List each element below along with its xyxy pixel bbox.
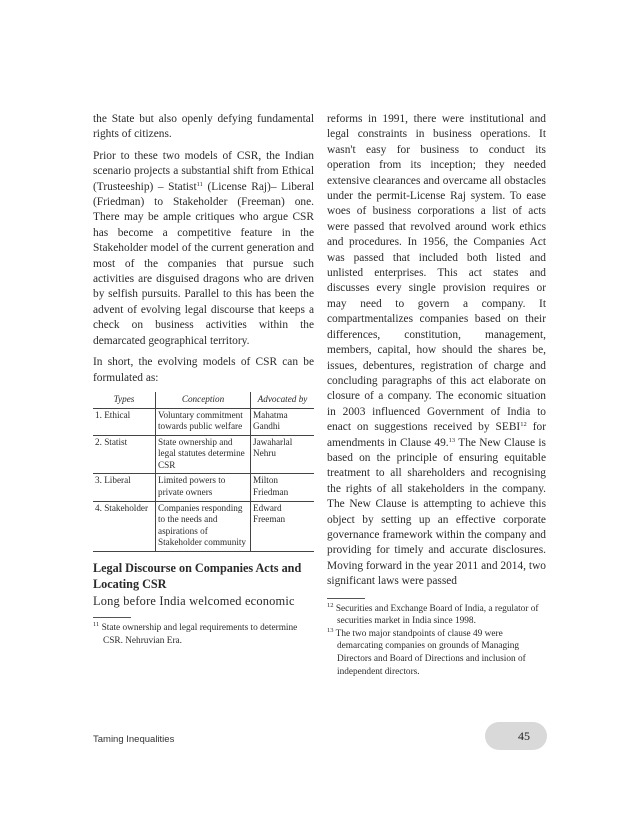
left-column bbox=[93, 112, 314, 648]
footnote-12: $^{12}$ Securities and Exchange Board of India, a regulator of securities market in India since 1998. bbox=[327, 601, 539, 627]
section-heading: Legal Discourse on Companies Acts and Locating CSR bbox=[93, 561, 302, 592]
table-header: Conception bbox=[156, 392, 251, 408]
table-row bbox=[93, 501, 314, 551]
table-row bbox=[93, 474, 314, 501]
table-cell: Edward Freeman bbox=[251, 501, 315, 551]
footnote-11: $^{11}$ State ownership and legal requirements to determine CSR. Nehruvian Era. bbox=[93, 621, 298, 647]
table-cell: Companies responding to the needs and aspirations of Stakeholder community bbox=[156, 501, 251, 551]
table-cell: 1. Ethical bbox=[93, 408, 156, 435]
left-paragraph-2: Prior to these two models of CSR, the Indian scenario projects a substantial shift from Ethical (Trusteeship) – Statist$^{11}$ (License Raj)– Liberal (Friedman) to Stakeholder (Freeman) one. There may be ample critiques who argue CSR has become a competitive feature in the Stakeholder model of the current generation and most of the companies that pursue such activities are disguised dragons who are driven by selfish pursuits. Parallel to this has been the advent of evolving legal discourse that keeps a check on business activities within the demarcated geographical territory. bbox=[93, 149, 315, 347]
table-cell: Voluntary commitment towards public welfare bbox=[156, 408, 251, 435]
table-cell: Jawaharlal Nehru bbox=[251, 435, 315, 474]
table-header: Advocated by bbox=[251, 392, 315, 408]
table-header-row bbox=[93, 392, 314, 408]
table-cell: Milton Friedman bbox=[251, 474, 315, 501]
right-paragraph-1: reforms in 1991, there were institutional and legal constraints in business operations. It wasn't easy for business to conduct its operation from its inception; they needed extensive clearances and overcame all obstacles under the permit-License Raj system. To ease woes of business corporations a list of acts were passed that revolved around work ethics and procedures. In 1956, the Companies Act was passed that included both listed and unlisted enterprises. This act states and discusses every single provision requires or may need to govern a company. It compartmentalizes companies based on their differences, constitution, management, members, capital, how should the shares be, issues, debentures, registration of charge and concluding paragraphs of this act elaborate on closure of a company. The economic situation in 2003 influenced Government of India to enact on suggestions received by SEBI$^{12}$ for amendments in Clause 49.13 The New Clause is based on the principle of ensuring equitable treatment to all shareholders and recognising the rights of all stakeholders in the company. The New Clause is attempting to achieve this object by setting up an effective corporate governance framework within the company and providing for timely and accurate disclosures. Moving forward in the year 2011 and 2014, two significant laws were passed bbox=[327, 113, 546, 588]
footer-book-title: Taming Inequalities bbox=[93, 734, 175, 745]
footnote-divider bbox=[327, 598, 365, 599]
right-column bbox=[327, 112, 546, 678]
footnote-ref-11: 11 bbox=[196, 180, 203, 188]
footnote-divider bbox=[93, 617, 131, 618]
footnote-ref-12: 12 bbox=[520, 421, 527, 429]
table-row bbox=[93, 408, 314, 435]
table-header: Types bbox=[93, 392, 156, 408]
left-paragraph-1: the State but also openly defying fundamental rights of citizens. bbox=[93, 113, 314, 141]
page-number: 45 bbox=[518, 729, 530, 743]
csr-models-table bbox=[93, 392, 314, 552]
left-paragraph-4: Long before India welcomed economic bbox=[93, 594, 295, 609]
table-cell: State ownership and legal statutes determine CSR bbox=[156, 435, 251, 474]
table-cell: Limited powers to private owners bbox=[156, 474, 251, 501]
footnote-13: $^{13}$ The two major standpoints of clause 49 were demarcating companies on grounds of Managing Directors and Board of Directions and inclusion of independent directors. bbox=[327, 626, 526, 677]
table-row bbox=[93, 435, 314, 474]
table-cell: Mahatma Gandhi bbox=[251, 408, 315, 435]
table-cell: 3. Liberal bbox=[93, 474, 156, 501]
table-cell: 2. Statist bbox=[93, 435, 156, 474]
footnote-ref-13: 13 bbox=[448, 436, 456, 444]
left-paragraph-3: In short, the evolving models of CSR can be formulated as: bbox=[93, 356, 314, 384]
table-cell: 4. Stakeholder bbox=[93, 501, 156, 551]
